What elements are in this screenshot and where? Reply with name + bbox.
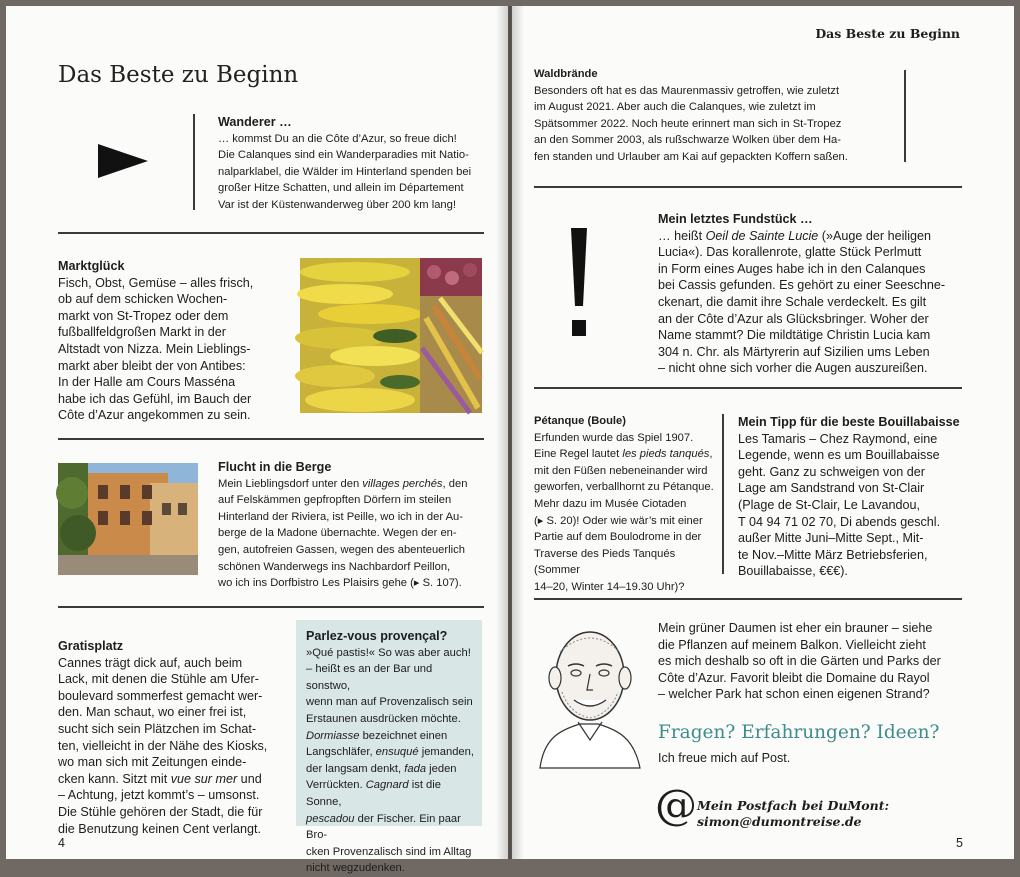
text-line: an der Côte d’Azur als Glücksbringer. Woher der bbox=[658, 311, 929, 326]
text-line: Die Calanques sind ein Wanderparadies mit Natio- bbox=[218, 149, 469, 162]
section-divider bbox=[58, 606, 484, 608]
text-line: … kommst Du an die Côte d’Azur, so freue dich! bbox=[218, 132, 457, 145]
contact-headline: Fragen? Erfahrungen? Ideen? bbox=[658, 722, 940, 743]
text-line: auf Felskämmen gepfropften Dörfern im steilen bbox=[218, 494, 452, 507]
play-arrow-icon bbox=[98, 144, 150, 178]
right-page bbox=[512, 6, 1014, 859]
box-heading: Parlez-vous provençal? bbox=[306, 629, 448, 643]
text-line: »Qué pastis!« So was aber auch! bbox=[306, 646, 471, 659]
wanderer-section bbox=[218, 114, 494, 214]
text-line: (▸ S. 20)! Oder wie wär’s mit einer bbox=[534, 514, 703, 527]
text-line: Lage am Sandstrand von St-Clair bbox=[738, 481, 925, 496]
section-heading: Flucht in die Berge bbox=[218, 460, 332, 474]
section-heading: Pétanque (Boule) bbox=[534, 415, 626, 427]
text-line: nicht wegzudenken. bbox=[306, 862, 405, 875]
contact-subline: Ich freue mich auf Post. bbox=[658, 751, 791, 765]
text-line: wo man sich mit Zeitungen einde- bbox=[58, 755, 247, 770]
section-divider bbox=[534, 598, 962, 600]
text-line: Langschläfer, ensuqué jemanden, bbox=[306, 746, 474, 759]
text-line: wenn man auf Provenzalisch sein bbox=[306, 696, 473, 709]
text-line: in Form eines Auges habe ich in den Calanques bbox=[658, 261, 926, 276]
gratisplatz-section bbox=[58, 638, 280, 837]
text-line: außer Mitte Juni–Mitte Sept., Mit- bbox=[738, 531, 924, 546]
info-box bbox=[296, 620, 482, 875]
email-link[interactable]: simon@dumontreise.de bbox=[697, 814, 862, 829]
page-number: 4 bbox=[58, 836, 65, 850]
text-line: Lucia«). Das korallenrote, glatte Stück Perlmutt bbox=[658, 245, 922, 260]
text-line: großer Hitze Schatten, und allein im Département bbox=[218, 182, 464, 195]
section-divider bbox=[534, 387, 962, 389]
section-heading: Wanderer … bbox=[218, 115, 292, 129]
vegetables-photo bbox=[300, 258, 482, 413]
text-line: die Benutzung keinen Cent verlangt. bbox=[58, 821, 262, 836]
text-line: geworfen, verballhornt zu Pétanque. bbox=[534, 481, 714, 494]
book-gutter bbox=[496, 6, 524, 859]
vertical-divider bbox=[904, 70, 906, 162]
running-head: Das Beste zu Beginn bbox=[815, 26, 960, 41]
text-line: Lack, mit denen die Stühle am Ufer- bbox=[58, 672, 259, 687]
text-line: bei Cassis gefunden. Es gehört zu einer Seeschne- bbox=[658, 278, 946, 293]
text-line: te Nov.–Mitte März Betriebsferien, bbox=[738, 547, 928, 562]
text-line: Côte d’Azur angekommen zu sein. bbox=[58, 408, 251, 423]
text-line: mit den Füßen nebeneinander wird bbox=[534, 464, 708, 477]
petanque-section bbox=[534, 413, 716, 596]
text-line: In der Halle am Cours Masséna bbox=[58, 375, 236, 390]
section-heading: Waldbrände bbox=[534, 68, 598, 80]
text-line: ckenart, die damit ihre Schale verdeckelt. Es gilt bbox=[658, 294, 927, 309]
text-line: Legende, wenn es um Bouillabaisse bbox=[738, 448, 940, 463]
text-line: an den Sommer 2003, als rußschwarze Wolken über dem Ha- bbox=[534, 134, 841, 147]
text-line: schönen Wanderwegs ins Nachbardorf Peillon, bbox=[218, 560, 451, 573]
text-line: pescadou der Fischer. Ein paar Bro- bbox=[306, 812, 461, 842]
text-line: geht. Ganz zu schweigen von der bbox=[738, 464, 925, 479]
flucht-section bbox=[218, 459, 498, 592]
text-line: cken kann. Sitzt mit vue sur mer und bbox=[58, 771, 262, 786]
section-divider bbox=[534, 186, 962, 188]
at-sign-icon: @ bbox=[655, 780, 697, 829]
text-line: es mich deshalb so oft in die Gärten und Parks der bbox=[658, 654, 941, 669]
text-line: Die Stühle gehören der Stadt, die für bbox=[58, 804, 263, 819]
text-line: – welcher Park hat schon einen eigenen Strand? bbox=[658, 687, 930, 702]
text-line: den. Man schaut, wo einer frei ist, bbox=[58, 705, 247, 720]
text-line: 14–20, Winter 14–19.30 Uhr)? bbox=[534, 580, 685, 593]
text-line: Erfunden wurde das Spiel 1907. bbox=[534, 431, 694, 444]
text-line: berge de la Madone übernachte. Wegen der en- bbox=[218, 527, 457, 540]
text-line: Verrückten. Cagnard ist die Sonne, bbox=[306, 779, 441, 808]
text-line: Bouillabaisse, €€€). bbox=[738, 564, 848, 579]
author-portrait bbox=[530, 618, 648, 768]
text-line: – Achtung, jetzt kommt’s – umsonst. bbox=[58, 788, 260, 803]
text-line: Dormiasse bezeichnet einen bbox=[306, 729, 448, 742]
text-line: T 04 94 71 02 70, Di abends geschl. bbox=[738, 514, 941, 529]
text-line: 304 n. Chr. als Märtyrerin auf Sizilien ums Leben bbox=[658, 344, 930, 359]
text-line: Traverse des Pieds Tanqués (Sommer bbox=[534, 547, 676, 577]
text-line: sucht sich sein Plätzchen im Schat- bbox=[58, 721, 257, 736]
text-line: gen, autofreien Gassen, wegen des abenteuerlich bbox=[218, 543, 465, 556]
text-line: Mehr dazu im Musée Ciotaden bbox=[534, 497, 687, 510]
text-line: markt aber bleibt der von Antibes: bbox=[58, 358, 246, 373]
fundstueck-section bbox=[658, 211, 963, 377]
exclamation-icon bbox=[568, 228, 590, 338]
text-line: boulevard sommerfest gemacht wer- bbox=[58, 688, 263, 703]
section-heading: Marktglück bbox=[58, 259, 125, 273]
text-line: Name stammt? Die mildtätige Christin Lucia kam bbox=[658, 328, 931, 343]
text-line: Spätsommer 2022. Noch heute erinnert man sich in St-Tropez bbox=[534, 117, 842, 130]
waldbraende-section bbox=[534, 66, 892, 166]
section-heading: Mein letztes Fundstück … bbox=[658, 212, 813, 226]
text-line: Mein grüner Daumen ist eher ein brauner – siehe bbox=[658, 621, 933, 635]
text-line: Var ist der Küstenwanderweg über 200 km lang! bbox=[218, 198, 456, 211]
author-text bbox=[658, 620, 968, 703]
page-title: Das Beste zu Beginn bbox=[58, 62, 299, 88]
text-line: ten, vielleicht in der Nähe des Kiosks, bbox=[58, 738, 268, 753]
text-line: Côte d’Azur. Favorit bleibt die Domaine du Rayol bbox=[658, 670, 930, 685]
text-line: ob auf dem schicken Wochen- bbox=[58, 292, 228, 307]
text-line: fen standen und Urlauber am Kai auf gepackten Koffern saßen. bbox=[534, 150, 848, 163]
text-line: markt von St-Tropez oder dem bbox=[58, 308, 229, 323]
left-page bbox=[6, 6, 508, 875]
text-line: Fisch, Obst, Gemüse – alles frisch, bbox=[58, 275, 254, 290]
section-heading: Mein Tipp für die beste Bouillabaisse bbox=[738, 415, 960, 429]
village-photo bbox=[58, 463, 198, 575]
section-heading: Gratisplatz bbox=[58, 639, 124, 653]
vertical-divider bbox=[193, 114, 195, 210]
page-number: 5 bbox=[956, 836, 963, 850]
text-line: Mein Lieblingsdorf unter den villages perchés, den bbox=[218, 477, 468, 490]
text-line: Partie auf dem Boulodrome in der bbox=[534, 531, 702, 544]
postfach-block bbox=[697, 798, 889, 830]
text-line: nalparklabel, die Wälder im Hinterland spenden bei bbox=[218, 165, 472, 178]
text-line: Les Tamaris – Chez Raymond, eine bbox=[738, 431, 938, 446]
text-line: (Plage de St-Clair, Le Lavandou, bbox=[738, 497, 921, 512]
section-divider bbox=[58, 438, 484, 440]
text-line: fußballfeldgroßen Markt in der bbox=[58, 325, 226, 340]
text-line: Eine Regel lautet les pieds tanqués, bbox=[534, 448, 713, 461]
tipp-section bbox=[738, 414, 968, 580]
text-line: Cannes trägt dick auf, auch beim bbox=[58, 655, 243, 670]
text-line: im August 2021. Aber auch die Calanques, wie zuletzt im bbox=[534, 101, 816, 114]
text-line: die Pflanzen auf meinem Balkon. Vielleicht zieht bbox=[658, 637, 926, 652]
text-line: wo ich ins Dorfbistro Les Plaisirs gehe (▸ S. 107). bbox=[218, 577, 462, 590]
marktglueck-section bbox=[58, 258, 298, 424]
text-line: Erstaunen ausdrücken möchte. bbox=[306, 712, 461, 725]
text-line: – nicht ohne sich vorher die Augen auszureißen. bbox=[658, 361, 928, 376]
text-line: der langsam denkt, fada jeden bbox=[306, 762, 457, 775]
vertical-divider bbox=[722, 414, 724, 574]
text-line: – heißt es an der Bar und sonstwo, bbox=[306, 663, 433, 692]
text-line: cken Provenzalisch sind im Alltag bbox=[306, 845, 472, 858]
text-line: Altstadt von Nizza. Mein Lieblings- bbox=[58, 341, 251, 356]
text-line: Besonders oft hat es das Maurenmassiv getroffen, wie zuletzt bbox=[534, 84, 840, 97]
postfach-label: Mein Postfach bei DuMont: bbox=[697, 798, 890, 813]
text-line: Hinterland der Riviera, ist Peille, wo ich in der Au- bbox=[218, 510, 463, 523]
text-line: habe ich das Gefühl, im Bauch der bbox=[58, 391, 252, 406]
text-line: … heißt Oeil de Sainte Lucie (»Auge der heiligen bbox=[658, 228, 932, 243]
section-divider bbox=[58, 232, 484, 234]
